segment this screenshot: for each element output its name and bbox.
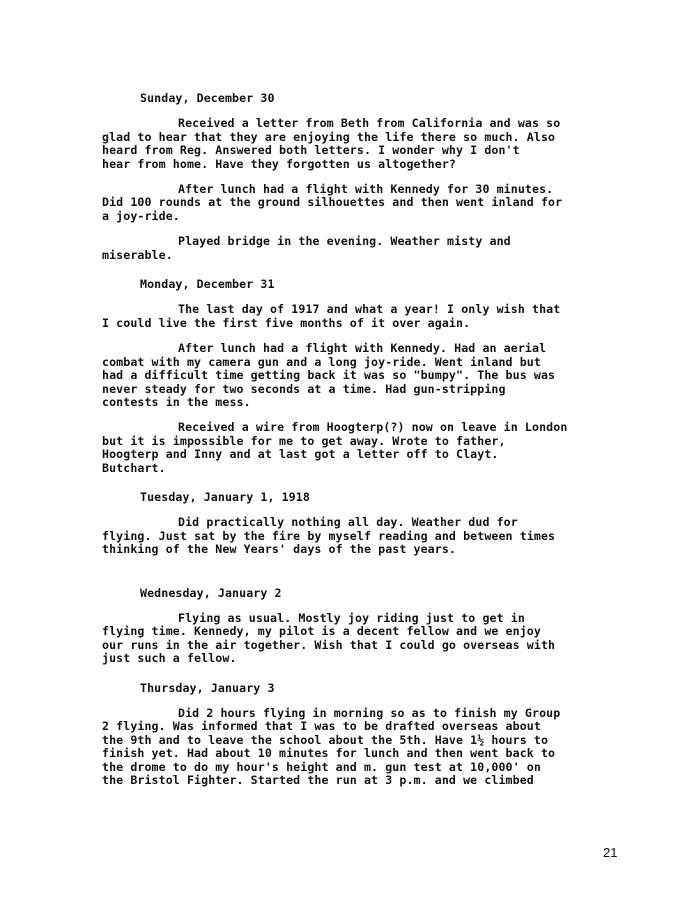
entry-paragraph: After lunch had a flight with Kennedy for 30 minutes. Did 100 rounds at the ground silhouettes and then went inland for a joy-ride. (102, 182, 563, 223)
entry-thursday-jan-3 (102, 678, 612, 788)
entry-paragraph: Did 2 hours flying in morning so as to finish my Group 2 flying. Was informed that I was to be drafted overseas about the 9th and to leave the school about the 5th. Have 1½ hours to finish yet. Had about 10 minutes for lunch and then went back to the drome to do my hour's height and m. gun test at 10,000' on the Bristol Fighter. Started the run at 3 p.m. and we climbed (102, 706, 561, 788)
entry-paragraph: Flying as usual. Mostly joy riding just to get in flying time. Kennedy, my pilot is a decent fellow and we enjoy our runs in the air together. Wish that I could go overseas with just such a fellow. (102, 610, 556, 666)
entry-heading: Wednesday, January 2 (140, 585, 282, 600)
entry-sunday-dec-30 (102, 88, 612, 262)
entry-paragraph: Did practically nothing all day. Weather dud for flying. Just sat by the fire by myself reading and between times thinking of the New Years' days of the past years. (102, 515, 556, 557)
entry-paragraph: Received a wire from Hoogterp(?) now on leave in London but it is impossible for me to get away. Wrote to father, Hoogterp and Inny and at last got a letter off to Clayt. Butchart. (102, 420, 568, 475)
entry-heading: Tuesday, January 1, 1918 (140, 489, 310, 504)
diary-text (102, 88, 612, 799)
entry-wednesday-jan-2 (102, 583, 612, 666)
entry-heading: Monday, December 31 (140, 277, 275, 292)
entry-paragraph: Received a letter from Beth from California and was so glad to hear that they are enjoying the life there so much. Also heard from Reg. Answered both letters. I wonder why I don't hear from home. Have they forgotten us altogether? (102, 116, 561, 171)
entry-monday-dec-31 (102, 274, 612, 475)
entry-heading: Thursday, January 3 (140, 680, 275, 695)
spacer (102, 569, 612, 583)
entry-paragraph: Played bridge in the evening. Weather misty and miserable. (102, 234, 511, 262)
entry-paragraph: After lunch had a flight with Kennedy. Had an aerial combat with my camera gun and a long joy-ride. Went inland but had a difficult time getting back it was so "bumpy". The bus was never steady for two seconds at a time. Had gun-stripping contests in the mess. (102, 341, 556, 409)
entry-paragraph: The last day of 1917 and what a year! I only wish that I could live the first five months of it over again. (102, 302, 561, 330)
entry-tuesday-jan-1 (102, 487, 612, 557)
page-number: 21 (603, 845, 618, 860)
entry-heading: Sunday, December 30 (140, 91, 275, 105)
